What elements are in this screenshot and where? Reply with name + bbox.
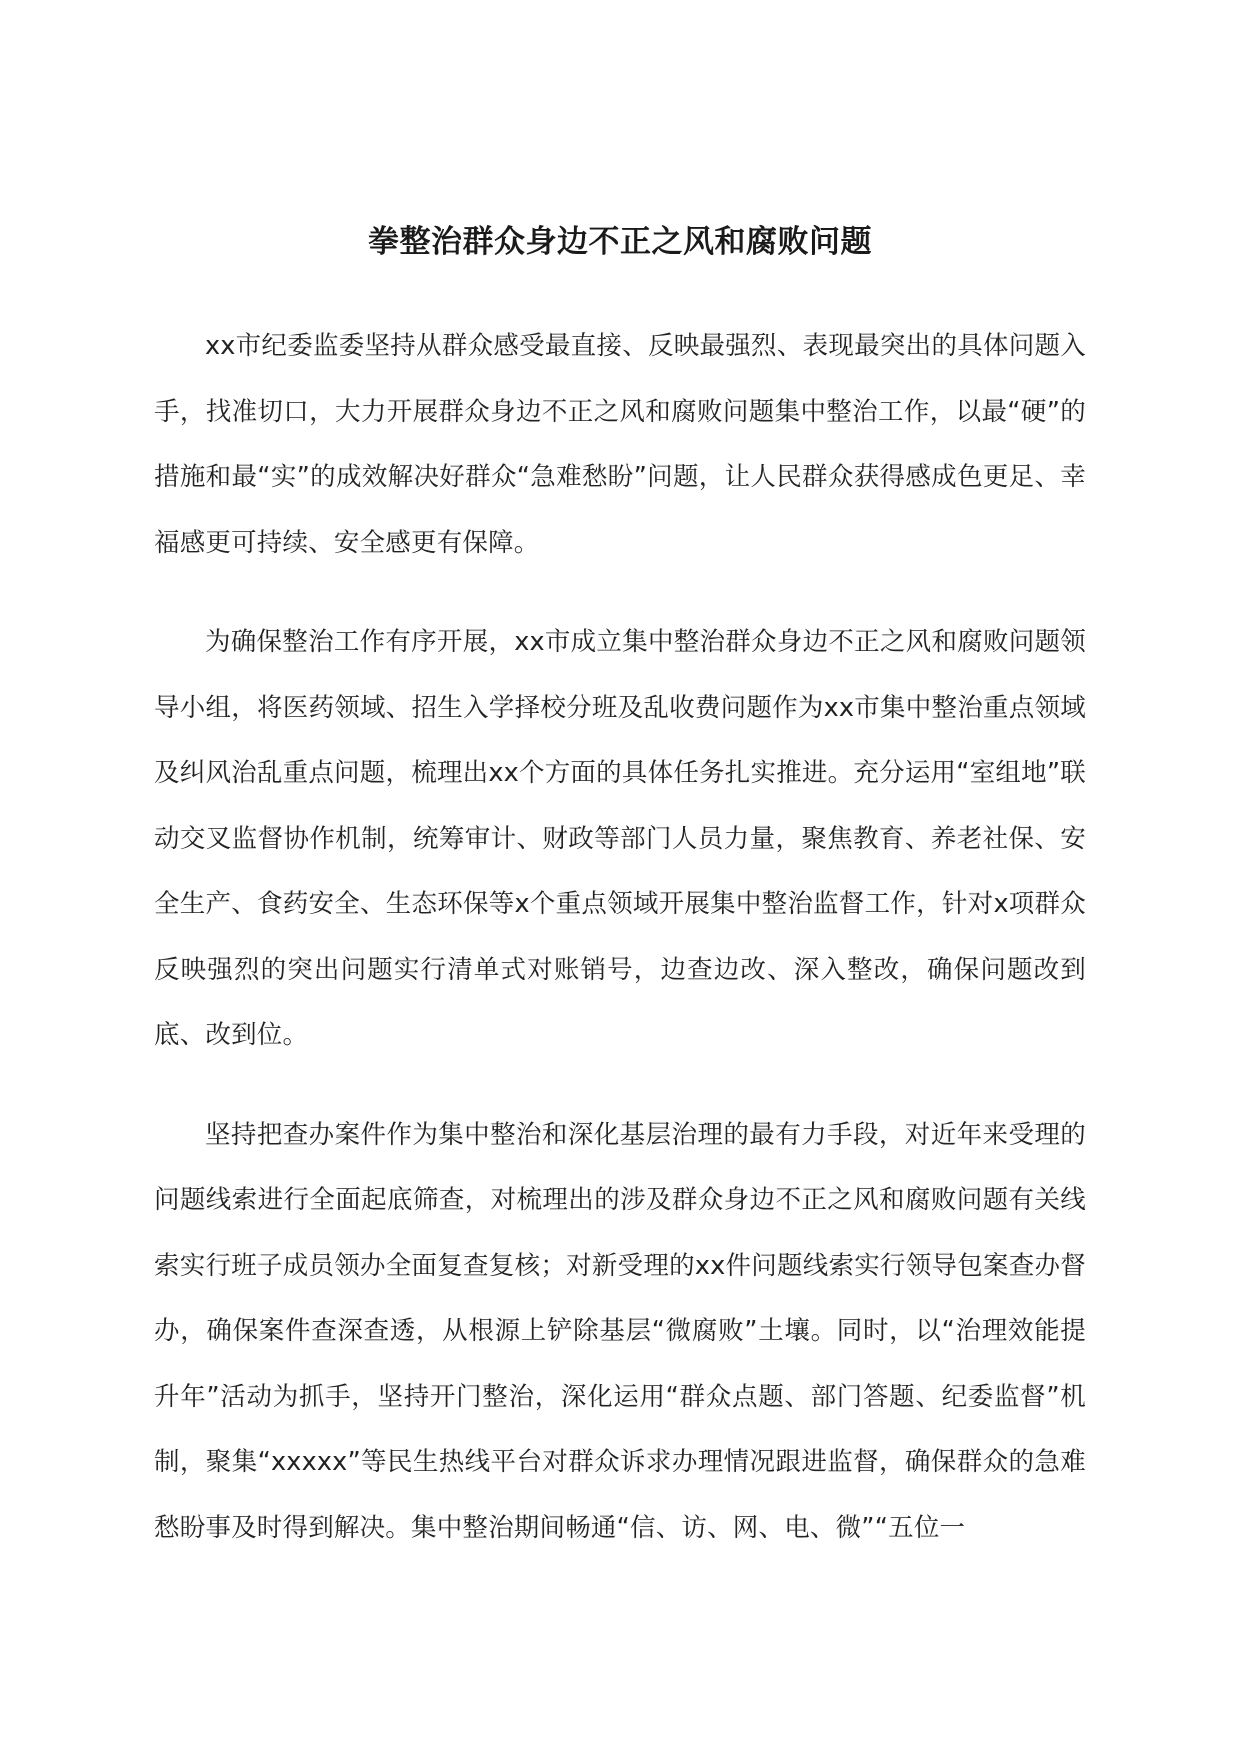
paragraph-2: 为确保整治工作有序开展，xx市成立集中整治群众身边不正之风和腐败问题领导小组，将医药领域、招生入学择校分班及乱收费问题作为xx市集中整治重点领域及纠风治乱重点问题，梳理出xx个方面的具体任务扎实推进。充分运用“室组地”联动交叉监督协作机制，统筹审计、财政等部门人员力量，聚焦教育、养老社保、安全生产、食药安全、生态环保等x个重点领域开展集中整治监督工作，针对x项群众反映强烈的突出问题实行清单式对账销号，边查边改、深入整改，确保问题改到底、改到位。: [154, 627, 1086, 1050]
paragraph-3: 坚持把查办案件作为集中整治和深化基层治理的最有力手段，对近年来受理的问题线索进行全面起底筛查，对梳理出的涉及群众身边不正之风和腐败问题有关线索实行班子成员领办全面复查复核；对新受理的xx件问题线索实行领导包案查办督办，确保案件查深查透，从根源上铲除基层“微腐败”土壤。同时，以“治理效能提升年”活动为抓手，坚持开门整治，深化运用“群众点题、部门答题、纪委监督”机制，聚集“xxxxx”等民生热线平台对群众诉求办理情况跟进监督，确保群众的急难愁盼事及时得到解决。集中整治期间畅通“信、访、网、电、微”“五位一: [154, 1119, 1086, 1543]
paragraph-1: xx市纪委监委坚持从群众感受最直接、反映最强烈、表现最突出的具体问题入手，找准切口，大力开展群众身边不正之风和腐败问题集中整治工作，以最“硬”的措施和最“实”的成效解决好群众“急难愁盼”问题，让人民群众获得感成色更足、幸福感更可持续、安全感更有保障。: [154, 331, 1086, 558]
document-title: 拳整治群众身边不正之风和腐败问题: [368, 224, 872, 260]
document-body: [154, 314, 1086, 1595]
